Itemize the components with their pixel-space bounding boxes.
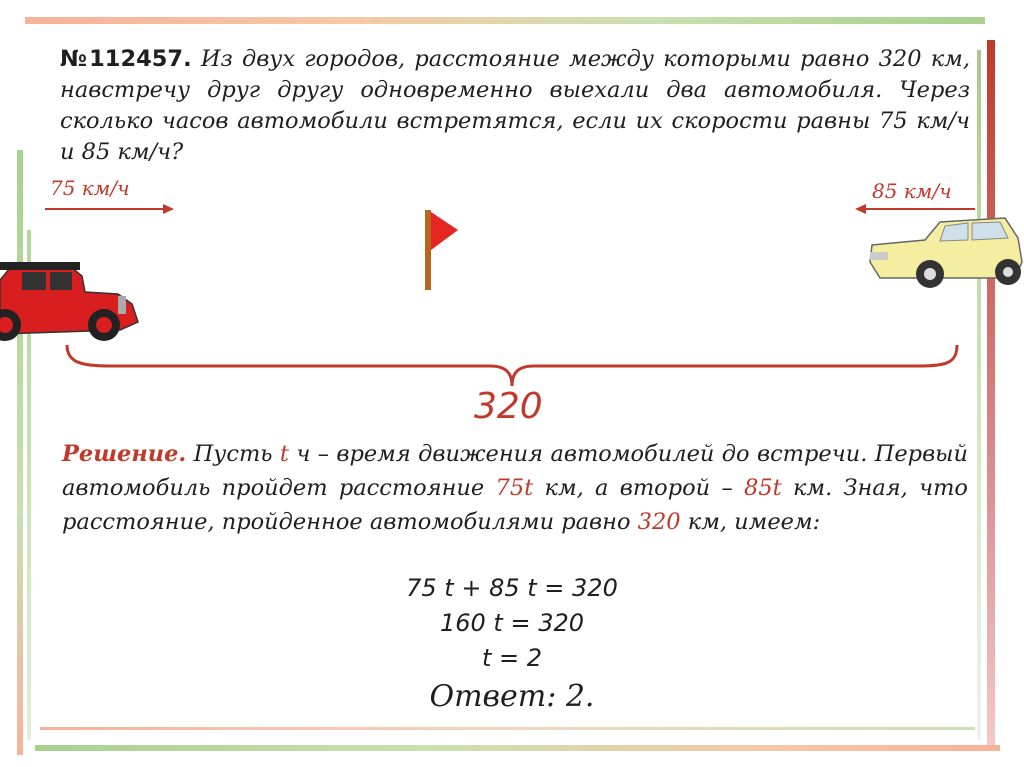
speed-right-label: 85 км/ч: [872, 179, 952, 203]
answer: Ответ: 2.: [429, 679, 595, 714]
solution-part: км, а второй –: [533, 475, 744, 501]
solution-text: [62, 437, 968, 539]
speed-left-label: 75 км/ч: [50, 176, 130, 200]
distance-brace: [67, 345, 957, 386]
problem-text: Из двух городов, расстояние между которыми равно 320 км, навстречу друг другу одновременно выехали два автомобиля. Через сколько часов автомобили встретятся, если их скорости равны 75 км/ч и 85 км/ч?: [60, 46, 970, 165]
distance-second: 85t: [744, 475, 782, 501]
solution-part: ч – время движения автомобилей до встречи. Первый автомобиль пройдет расстояние: [62, 441, 968, 501]
variable-t: t: [279, 441, 289, 467]
equation-1: 75 t + 85 t = 320: [406, 574, 618, 602]
distance-first: 75t: [495, 475, 534, 501]
red-car-icon: [0, 262, 138, 341]
solution-part: Пусть: [186, 441, 280, 467]
arrow-left-icon: [855, 204, 975, 214]
distance-label: 320: [474, 386, 543, 427]
meeting-flag-icon: [425, 210, 458, 290]
yellow-car-icon: [870, 218, 1022, 288]
equation-3: t = 2: [481, 644, 543, 672]
distance-total: 320: [637, 509, 681, 535]
solution-heading: Решение.: [62, 441, 187, 467]
solution-part: км, имеем:: [680, 509, 821, 535]
problem-number: №112457.: [60, 46, 192, 72]
arrow-right-icon: [45, 204, 174, 214]
equation-2: 160 t = 320: [439, 609, 585, 637]
solution-part: км. Зная, что расстояние, пройденное автомобилями равно: [62, 475, 968, 535]
